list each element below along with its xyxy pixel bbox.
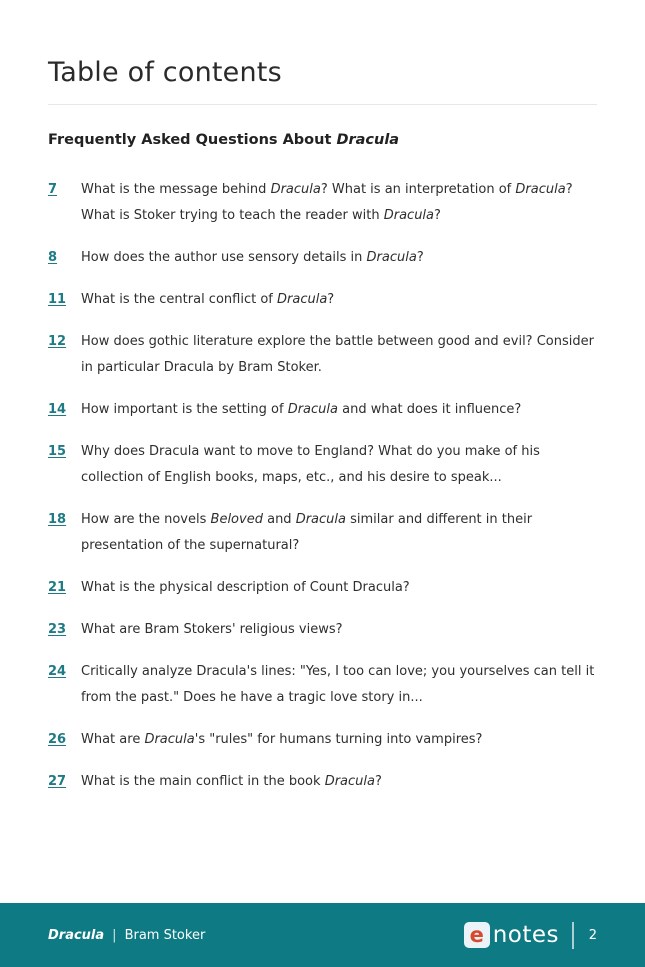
text-segment: How important is the setting of — [81, 402, 288, 417]
text-segment: Beloved — [210, 512, 263, 527]
divider — [48, 104, 597, 105]
toc-item — [48, 329, 597, 381]
text-segment: ? What is an interpretation of — [320, 182, 516, 197]
toc-page-link[interactable]: 7 — [48, 182, 58, 197]
toc-page-link[interactable]: 15 — [48, 444, 67, 459]
toc-page-link[interactable]: 12 — [48, 334, 67, 349]
toc-item — [48, 727, 597, 753]
text-segment: How are the novels — [81, 512, 211, 527]
footer-author: Bram Stoker — [124, 927, 206, 943]
toc-page-link[interactable]: 11 — [48, 292, 67, 307]
toc-item — [48, 177, 597, 229]
toc-question — [81, 439, 597, 491]
toc-question — [81, 329, 597, 381]
text-segment: How does the author use sensory details in — [81, 250, 367, 265]
text-segment: What is the physical description of Count Dracula? — [81, 580, 410, 595]
text-segment: Dracula — [144, 732, 195, 747]
toc-question — [81, 287, 597, 313]
text-segment: Dracula — [324, 774, 375, 789]
toc-question — [81, 245, 597, 271]
toc-item — [48, 245, 597, 271]
toc-item — [48, 287, 597, 313]
text-segment: similar and different in their presentation of the supernatural? — [81, 512, 533, 553]
text-segment: and — [262, 512, 296, 527]
enotes-logo-text: notes — [492, 922, 559, 948]
enotes-e-icon: e — [464, 922, 490, 948]
text-segment: How does gothic literature explore the battle between good and evil? Consider in particular Dracula by Bram Stoker. — [81, 334, 594, 375]
text-segment: Dracula — [515, 182, 566, 197]
footer-bar — [0, 903, 645, 967]
footer-book-title: Dracula — [48, 927, 105, 943]
toc-page-link[interactable]: 18 — [48, 512, 67, 527]
text-segment: Dracula — [366, 250, 417, 265]
document-page — [0, 56, 645, 795]
toc-question — [81, 617, 597, 643]
toc-item — [48, 397, 597, 423]
text-segment: What are Bram Stokers' religious views? — [81, 622, 343, 637]
text-segment: What is the central conflict of — [81, 292, 277, 307]
text-segment: Why does Dracula want to move to England? What do you make of his collection of English books, maps, etc., and his desire to speak... — [81, 444, 540, 485]
footer-separator: | — [112, 927, 117, 943]
enotes-logo — [464, 922, 559, 948]
toc-item — [48, 439, 597, 491]
toc-page-link[interactable]: 23 — [48, 622, 67, 637]
toc-page-link[interactable]: 26 — [48, 732, 67, 747]
toc-list — [48, 177, 597, 795]
toc-question — [81, 769, 597, 795]
toc-question — [81, 659, 597, 711]
page-title: Table of contents — [48, 57, 282, 88]
text-segment: ? — [434, 208, 441, 223]
toc-item — [48, 507, 597, 559]
text-segment: ? What is Stoker trying to teach the reader with — [81, 182, 573, 223]
toc-question — [81, 397, 597, 423]
text-segment: Dracula — [336, 132, 400, 148]
footer-book-info — [48, 928, 205, 943]
toc-item — [48, 769, 597, 795]
text-segment: What is the message behind — [81, 182, 271, 197]
text-segment: Dracula — [383, 208, 435, 223]
toc-page-link[interactable]: 24 — [48, 664, 67, 679]
toc-question — [81, 575, 597, 601]
toc-page-link[interactable]: 14 — [48, 402, 67, 417]
toc-page-link[interactable]: 8 — [48, 250, 58, 265]
text-segment: Dracula — [295, 512, 346, 527]
text-segment: ? — [416, 250, 424, 265]
text-segment: What is the main conflict in the book — [81, 774, 325, 789]
text-segment: ? — [327, 292, 335, 307]
footer-divider — [572, 922, 574, 949]
text-segment: 's "rules" for humans turning into vampires? — [194, 732, 483, 747]
footer-page-number: 2 — [588, 927, 597, 943]
toc-item — [48, 617, 597, 643]
toc-page-link[interactable]: 21 — [48, 580, 67, 595]
text-segment: ? — [374, 774, 382, 789]
text-segment: Dracula — [270, 182, 321, 197]
footer-brand — [464, 922, 597, 949]
toc-question — [81, 507, 597, 559]
toc-question — [81, 727, 597, 753]
text-segment: Dracula — [277, 292, 328, 307]
toc-question — [81, 177, 597, 229]
toc-item — [48, 575, 597, 601]
text-segment: What are — [81, 732, 145, 747]
toc-item — [48, 659, 597, 711]
text-segment: and what does it influence? — [338, 402, 522, 417]
text-segment: Critically analyze Dracula's lines: "Yes, I too can love; you yourselves can tell it from the past." Does he have a tragic love story in... — [81, 664, 595, 705]
toc-page-link[interactable]: 27 — [48, 774, 67, 789]
text-segment: Frequently Asked Questions About — [48, 132, 337, 148]
section-heading — [48, 130, 597, 150]
text-segment: Dracula — [287, 402, 338, 417]
